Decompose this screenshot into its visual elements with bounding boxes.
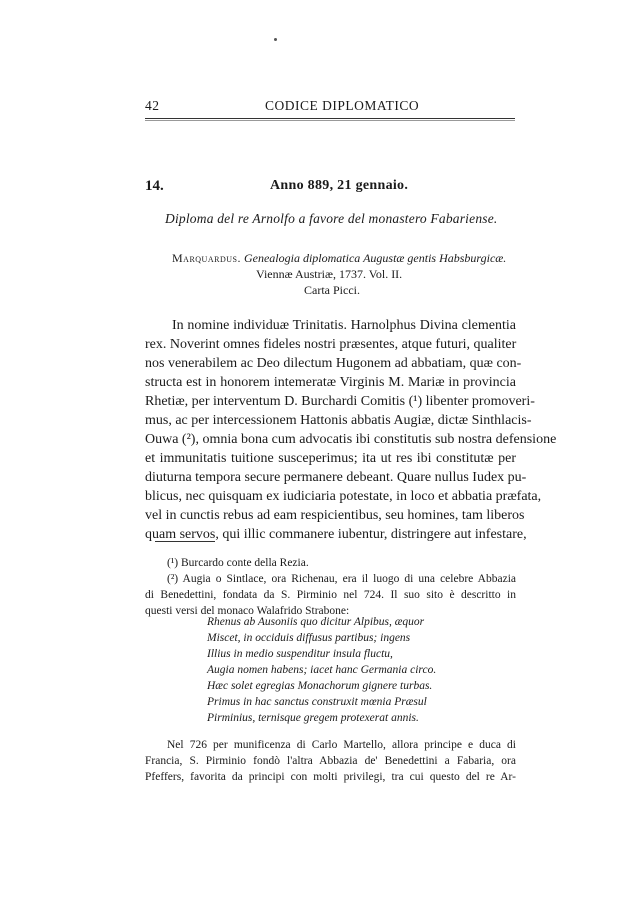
- document-date: Anno 889, 21 gennaio.: [270, 178, 409, 193]
- footnote-continuation-line: Francia, S. Pirminio fondò l'altra Abbazia de' Benedettini a Fabaria, ora: [145, 755, 516, 767]
- footnote-2-line: questi versi del monaco Walafrido Strabone:: [145, 605, 350, 617]
- verse-line: Illius in medio suspenditur insula fluctu,: [207, 648, 393, 660]
- verse-line: Miscet, in occiduis diffusus partibus; ingens: [207, 632, 411, 644]
- footnote-continuation-line: Nel 726 per munificenza di Carlo Martello, allora principe e duca di: [167, 739, 516, 751]
- ink-speck: [274, 38, 277, 41]
- verse-line: Augia nomen habens; iacet hanc Germania circo.: [207, 664, 437, 676]
- source-line-1: [172, 251, 506, 266]
- header-rule-thin: [145, 120, 515, 121]
- source-line-3: Carta Picci.: [304, 283, 360, 297]
- body-line: mus, ac per intercessionem Hattonis abbatis Augiæ, dictæ Sinthlacis-: [145, 413, 532, 428]
- body-line: diuturna tempora secure permanere debeant. Quare nullus Iudex pu-: [145, 470, 527, 485]
- body-line: Ouwa (²), omnia bona cum advocatis ibi constitutis sub nostra defensione: [145, 432, 557, 447]
- verse-line: Primus in hac sanctus construxit mœnia Præsul: [207, 696, 427, 708]
- body-line: Rhetiæ, per interventum D. Burchardi Comitis (¹) libenter promoveri-: [145, 394, 535, 409]
- body-line: blicus, nec quisquam ex iudiciaria potestate, in loco et abbatia præfata,: [145, 489, 542, 504]
- footnote-2-line: (²) Augia o Sintlace, ora Richenau, era il luogo di una celebre Abbazia: [167, 573, 516, 585]
- verse-line: Rhenus ab Ausoniis quo dicitur Alpibus, æquor: [207, 616, 425, 628]
- verse-line: Pirminius, ternisque gregem protexerat annis.: [207, 712, 419, 724]
- running-title: CODICE DIPLOMATICO: [265, 98, 420, 113]
- body-line: structa est in honorem intemeratæ Virginis M. Mariæ in provincia: [145, 375, 516, 390]
- verse-line: Hæc solet egregias Monachorum gignere turbas.: [207, 680, 433, 692]
- document-number: 14.: [145, 178, 164, 194]
- source-work: Genealogia diplomatica Augustæ gentis Habsburgicæ.: [243, 251, 507, 265]
- page-number: 42: [145, 98, 160, 113]
- footnote-1: (¹) Burcardo conte della Rezia.: [167, 557, 309, 569]
- body-line: rex. Noverint omnes fideles nostri præsentes, atque futuri, qualiter: [145, 337, 517, 352]
- footnote-2-line: di Benedettini, fondata da S. Pirminio nel 724. Il suo sito è descritto in: [145, 589, 516, 601]
- document-title: Diploma del re Arnolfo a favore del monastero Fabariense.: [165, 211, 498, 226]
- footnote-continuation-line: Pfeffers, favorita da principi con molti privilegi, tra cui questo del re Ar-: [145, 771, 516, 783]
- body-line: et immunitatis tuitione susceperimus; ita ut res ibi constitutæ per: [145, 451, 516, 466]
- footnote-rule: [155, 541, 215, 542]
- source-author: Marquardus.: [172, 251, 241, 265]
- body-line: In nomine individuæ Trinitatis. Harnolphus Divina clementia: [172, 318, 516, 333]
- body-line: nos venerabilem ac Deo dilectum Hugonem ad abbatiam, quæ con-: [145, 356, 522, 371]
- body-line: quam servos, qui illic commanere iubentur, distringere aut infestare,: [145, 527, 527, 542]
- header-rule: [145, 118, 515, 119]
- source-line-2: Viennæ Austriæ, 1737. Vol. II.: [256, 267, 403, 281]
- body-line: vel in cunctis rebus ad eam respicientibus, seu homines, tam liberos: [145, 508, 525, 523]
